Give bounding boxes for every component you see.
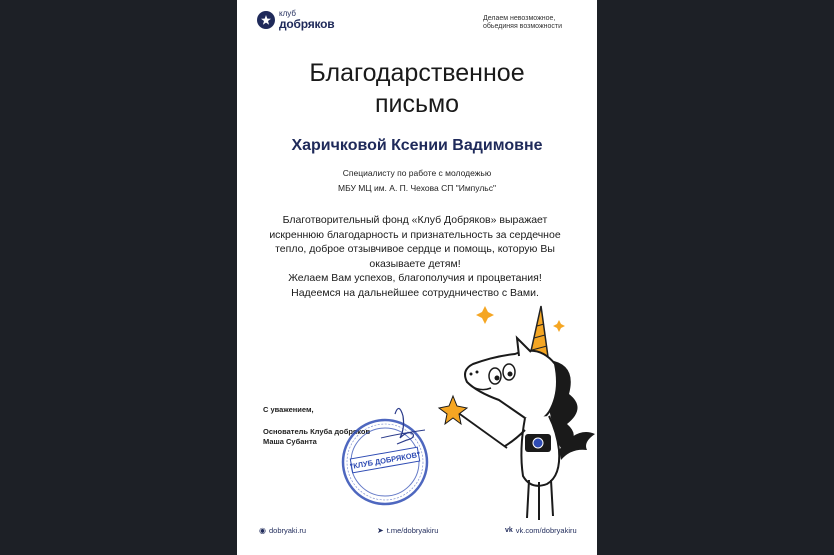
footer-vk-text: vk.com/dobryakiru [515, 526, 577, 535]
star-logo-icon [257, 11, 275, 29]
body-line-5: Желаем Вам успехов, благополучия и процветания! [288, 272, 542, 284]
footer-telegram[interactable] [377, 526, 438, 535]
wand-star-icon [439, 396, 467, 424]
signer-role: Основатель Клуба добряков [263, 427, 371, 436]
body-line-1: Благотворительный фонд «Клуб Добряков» выражает [282, 214, 548, 226]
body-line-2: искреннюю благодарность и признательность за сердечное [269, 228, 561, 241]
sparkle-icon [476, 306, 494, 324]
globe-icon: ◉ [259, 526, 266, 535]
body-line-3: тепло, доброе отзывчивое сердце и помощь, которую Вы [275, 243, 555, 255]
footer-vk[interactable] [505, 526, 577, 535]
certificate-page [237, 0, 597, 555]
title-line-2: письмо [374, 90, 460, 118]
position-line-2: МБУ МЦ им. А. П. Чехова СП "Импульс" [338, 183, 496, 193]
logo-small-text: клуб [279, 9, 296, 18]
logo-big-text: добряков [279, 17, 335, 31]
stamp-seal [337, 400, 437, 518]
title-line-1: Благодарственное [309, 59, 525, 87]
signer-name: Маша Субанта [263, 437, 317, 446]
body-line-6: Надеемся на дальнейшее сотрудничество с Вами. [291, 286, 539, 299]
letter-title [237, 58, 597, 120]
slogan: Делаем невозможное, обьединяя возможности [483, 15, 563, 31]
footer-telegram-text: t.me/dobryakiru [386, 526, 439, 535]
unicorn-mascot [437, 300, 597, 525]
stamp-center-text: "КЛУБ ДОБРЯКОВ" [348, 449, 422, 472]
vk-icon: vk [505, 527, 513, 534]
club-logo [257, 10, 335, 30]
body-line-4: оказываете детям! [369, 257, 461, 270]
footer-site[interactable] [259, 526, 306, 535]
telegram-icon: ➤ [377, 526, 384, 535]
regards-text: С уважением, [263, 405, 314, 414]
position-line-1: Специалисту по работе с молодежью [342, 168, 492, 178]
letter-body [265, 213, 565, 300]
recipient-name: Харичковой Ксении Вадимовне [291, 137, 543, 154]
footer-site-text: dobryaki.ru [268, 526, 307, 535]
recipient-position [237, 166, 597, 196]
